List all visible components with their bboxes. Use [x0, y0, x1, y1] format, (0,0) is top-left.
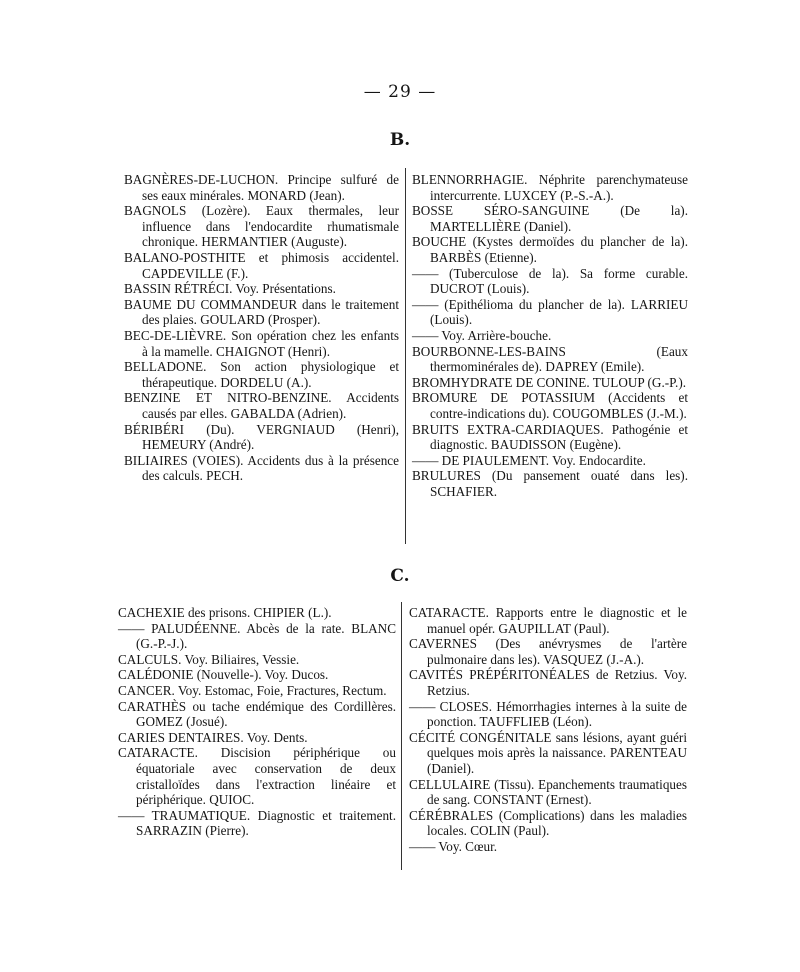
index-entry: BAUME DU COMMANDEUR dans le traitement des plaies. GOULARD (Prosper). [124, 296, 399, 328]
index-entry: BEC-DE-LIÈVRE. Son opération chez les enfants à la mamelle. CHAIGNOT (Henri). [124, 327, 399, 359]
column-divider [401, 602, 402, 870]
index-entry: CÉRÉBRALES (Complications) dans les maladies locales. COLIN (Paul). [409, 807, 687, 839]
index-entry: CANCER. Voy. Estomac, Foie, Fractures, Rectum. [118, 682, 387, 698]
index-entry: BAGNOLS (Lozère). Eaux thermales, leur influence dans l'endocardite rhumatismale chronique. HERMANTIER (Auguste). [124, 203, 399, 250]
section-c-right-column [409, 605, 687, 855]
section-letter-c: C. [390, 566, 410, 586]
index-entry: CACHEXIE des prisons. CHIPIER (L.). [118, 605, 332, 620]
index-entry: —— Voy. Arrière-bouche. [412, 327, 552, 343]
index-entry: BOURBONNE-LES-BAINS (Eaux thermominérales de). DAPREY (Emile). [412, 343, 688, 375]
index-entry: —— Voy. Cœur. [409, 838, 498, 854]
index-entry: —— (Tuberculose de la). Sa forme curable. DUCROT (Louis). [412, 265, 688, 297]
index-entry: —— TRAUMATIQUE. Diagnostic et traitement. SARRAZIN (Pierre). [118, 807, 396, 839]
section-b-right-column [412, 172, 688, 499]
index-entry: BROMHYDRATE DE CONINE. TULOUP (G.-P.). [412, 374, 687, 390]
index-entry: —— CLOSES. Hémorrhagies internes à la suite de ponction. TAUFFLIEB (Léon). [409, 698, 687, 730]
section-c-left-column [118, 605, 396, 839]
index-entry: BOUCHE (Kystes dermoïdes du plancher de la). BARBÈS (Etienne). [412, 234, 688, 265]
index-entry: BAGNÈRES-DE-LUCHON. Principe sulfuré de ses eaux minérales. MONARD (Jean). [124, 172, 399, 203]
index-entry: CATARACTE. Rapports entre le diagnostic et le manuel opér. GAUPILLAT (Paul). [409, 605, 687, 636]
index-entry: —— (Epithélioma du plancher de la). LARRIEU (Louis). [412, 296, 688, 328]
index-entry: BRUITS EXTRA-CARDIAQUES. Pathogénie et diagnostic. BAUDISSON (Eugène). [412, 421, 688, 453]
page-number: — 29 — [363, 82, 437, 102]
index-entry: BILIAIRES (VOIES). Accidents dus à la présence des calculs. PECH. [124, 452, 399, 484]
index-entry: BOSSE SÉRO-SANGUINE (De la). MARTELLIÈRE (Daniel). [412, 203, 688, 234]
index-entry: CARATHÈS ou tache endémique des Cordillères. GOMEZ (Josué). [118, 698, 396, 730]
section-b-left-column [124, 172, 399, 484]
index-entry: BALANO-POSTHITE et phimosis accidentel. CAPDEVILLE (F.). [124, 249, 399, 281]
index-entry: CELLULAIRE (Tissu). Epanchements traumatiques de sang. CONSTANT (Ernest). [409, 776, 687, 808]
index-entry: CAVERNES (Des anévrysmes de l'artère pulmonaire dans les). VASQUEZ (J.-A.). [409, 636, 687, 667]
index-entry: CATARACTE. Discision périphérique ou équatoriale avec conservation de deux cristalloïdes dans l'extraction linéaire et périphérique. QUIOC. [118, 745, 396, 808]
index-entry: BASSIN RÉTRÉCI. Voy. Présentations. [124, 281, 336, 297]
index-entry: —— DE PIAULEMENT. Voy. Endocardite. [412, 452, 646, 468]
index-entry: BLENNORRHAGIE. Néphrite parenchymateuse intercurrente. LUXCEY (P.-S.-A.). [412, 172, 688, 203]
index-entry: CAVITÉS PRÉPÉRITONÉALES de Retzius. Voy. Retzius. [409, 667, 687, 698]
column-divider [405, 168, 406, 544]
index-entry: BRULURES (Du pansement ouaté dans les). SCHAFIER. [412, 468, 688, 499]
index-entry: BENZINE ET NITRO-BENZINE. Accidents causés par elles. GABALDA (Adrien). [124, 390, 399, 421]
index-entry: BÉRIBÉRI (Du). VERGNIAUD (Henri), HEMEURY (André). [124, 421, 399, 453]
index-entry: CÉCITÉ CONGÉNITALE sans lésions, ayant guéri quelques mois après la naissance. PARENTEAU (Daniel). [409, 729, 687, 776]
index-entry: CALÉDONIE (Nouvelle-). Voy. Ducos. [118, 667, 329, 683]
index-entry: BROMURE DE POTASSIUM (Accidents et contre-indications du). COUGOMBLES (J.-M.). [412, 390, 688, 421]
section-letter-b: B. [389, 130, 411, 150]
index-entry: BELLADONE. Son action physiologique et thérapeutique. DORDELU (A.). [124, 359, 399, 390]
index-entry: CARIES DENTAIRES. Voy. Dents. [118, 729, 308, 745]
index-entry: CALCULS. Voy. Biliaires, Vessie. [118, 651, 300, 667]
index-entry: —— PALUDÉENNE. Abcès de la rate. BLANC (G.-P.-J.). [118, 620, 396, 652]
